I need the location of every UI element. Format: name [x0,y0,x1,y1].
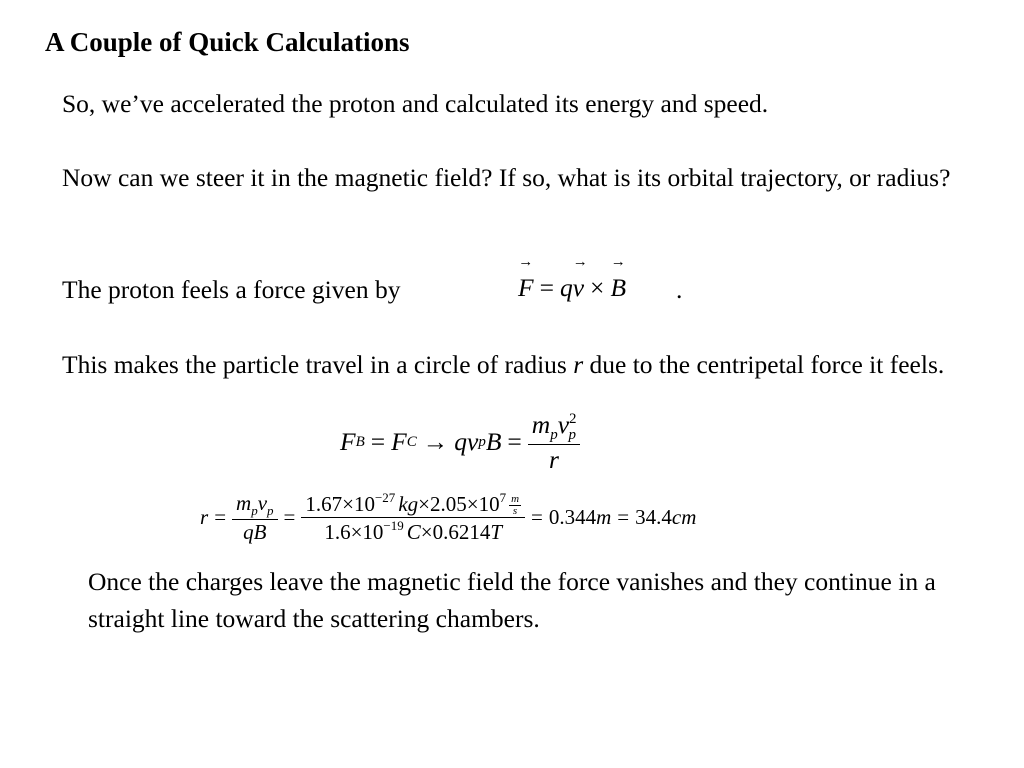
lorentz-force-equation: → F = q → v × → B [518,268,626,308]
radius-symbolic-fraction: $\frac{m_pv_p}{qB}$ [232,491,278,545]
paragraph-circular-motion: This makes the particle travel in a circle of radius r due to the centripetal force it feels. [62,350,945,379]
unit-meters-per-second: $\frac{m}{s}$ [511,493,520,518]
radius-numeric-fraction: $1.67\times 10^{-27}$ $kg\times 2.05\times 10^7$ $\frac{m}{s}$ $1.6\times 10^{-19}$ C×0.6214T [301,490,525,546]
slide-title: A Couple of Quick Calculations [45,27,410,57]
paragraph-accelerated: So, we’ve accelerated the proton and calculated its energy and speed. [62,89,769,118]
paragraph-field-exit: Once the charges leave the magnetic field the force vanishes and they continue in a straight line toward the scattering chambers. [88,567,936,633]
centripetal-fraction: $\frac{m_pv^2_p}{r}$ [528,410,580,475]
radius-result-meters: 0.344m [548,505,612,529]
radius-variable: r [573,350,584,379]
sentence-period: . [676,275,683,304]
force-vector: → F [518,254,534,302]
radius-equation: r = $\frac{m_pv_p}{qB}$ = $1.67\times 10^{-27}$ $kg\times 2.05\times 10^7$ $\frac{m}{s}$ $1.6\times 10^{-19}$ C×0.6214T = 0.344m = 34.4cm [200,489,697,545]
paragraph-steer-question: Now can we steer it in the magnetic field? If so, what is its orbital trajectory, or radius? [62,163,951,192]
velocity-vector: → v [572,254,588,302]
field-vector: → B [610,254,627,302]
radius-result-centimeters: 34.4cm [635,505,697,529]
paragraph-force-intro: The proton feels a force given by [62,275,401,304]
centripetal-equation: F B = F C → qv p B = $\frac{m_pv^2_p}{r}$ [340,402,580,482]
